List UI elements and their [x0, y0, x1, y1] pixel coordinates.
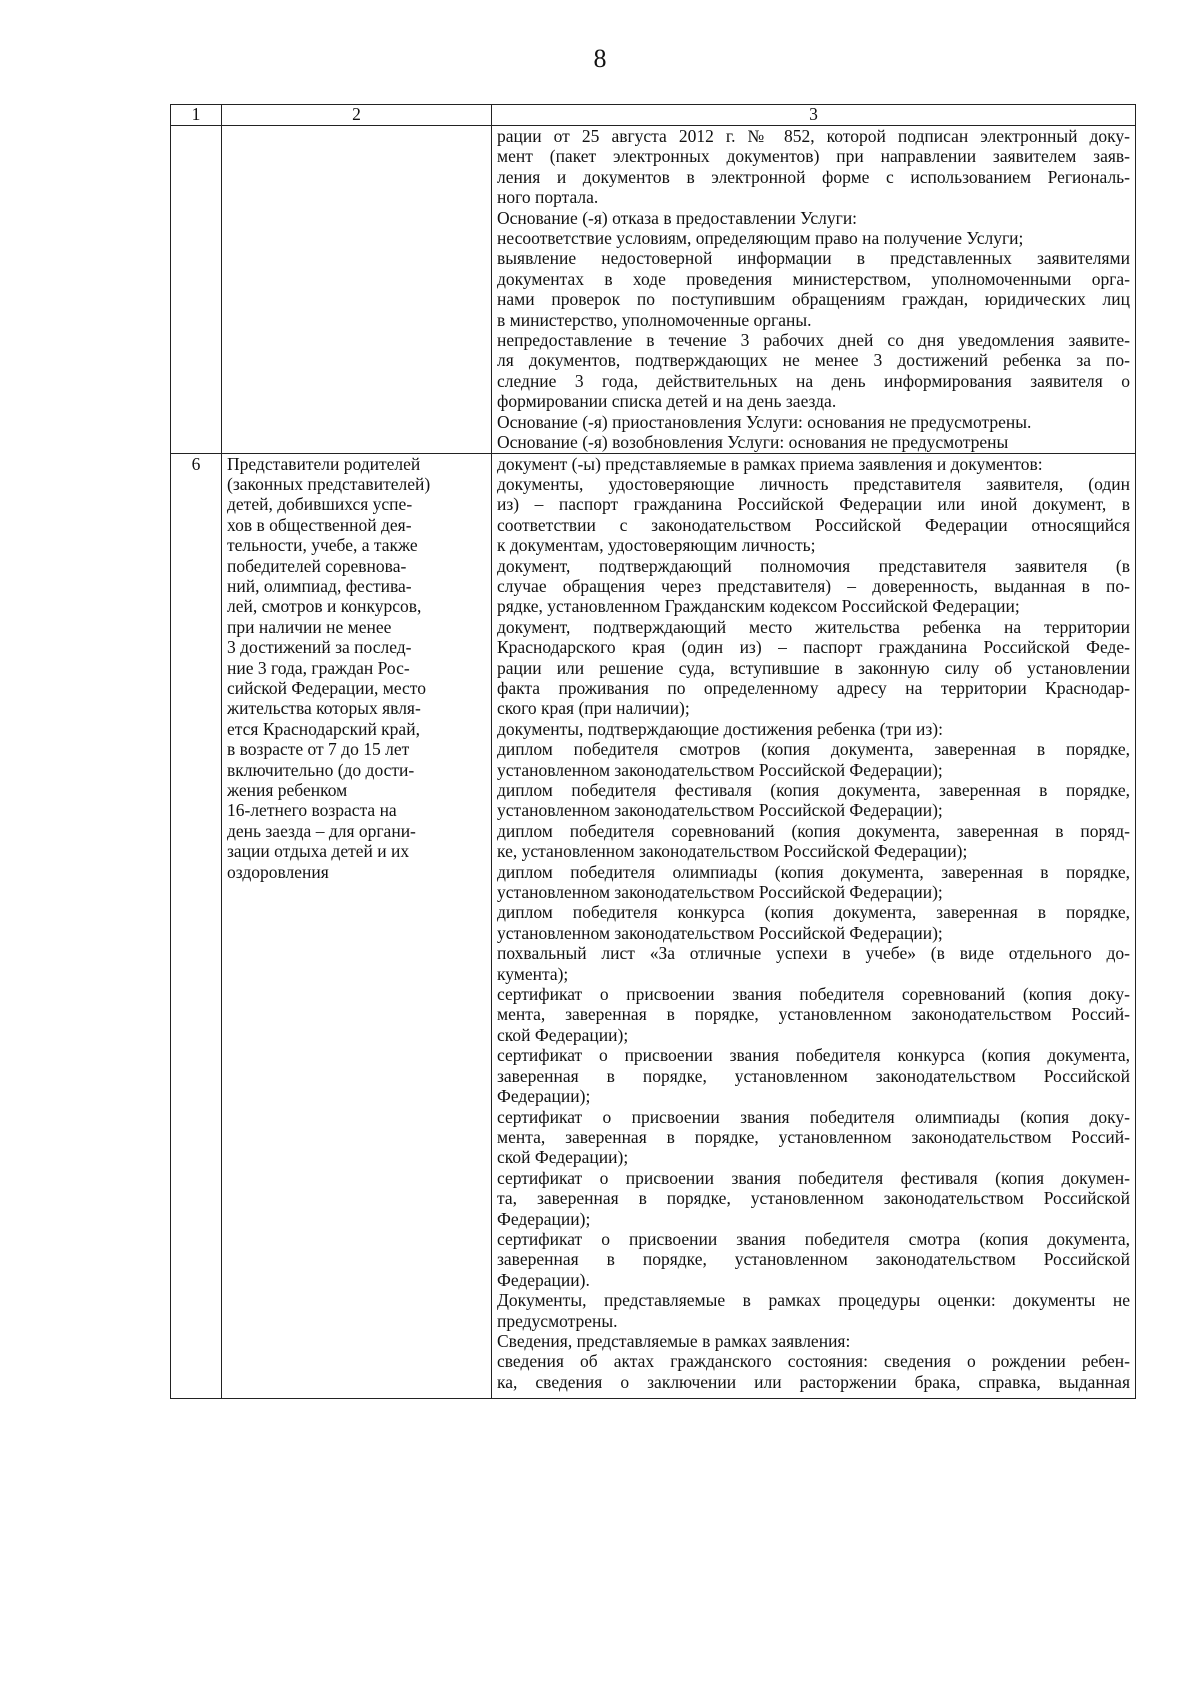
details-text-line: рядке, установленном Гражданским кодексом Российской Федерации; — [497, 596, 1020, 617]
details-text-line: Основание (-я) отказа в предоставлении Услуги: — [497, 207, 858, 228]
details-text-line: ля документов, подтверждающих не менее 3 достижений ребенка за по- — [497, 350, 1130, 371]
category-text-line: ний, олимпиад, фестива- — [227, 575, 412, 596]
details-text-line: сертификат о присвоении звания победителя соревнований (копия доку- — [497, 984, 1130, 1005]
category-text-line: ние 3 года, граждан Рос- — [227, 657, 410, 678]
details-text-line: документ, подтверждающий место жительства ребенка на территории — [497, 616, 1130, 637]
details-text-line: документы, подтверждающие достижения ребенка (три из): — [497, 718, 943, 739]
details-text-line: сведения об актах гражданского состояния: сведения о рождении ребен- — [497, 1351, 1130, 1372]
details-text-line: документы, удостоверяющие личность представителя заявителя, (один — [497, 473, 1130, 494]
category-text-line: жительства которых явля- — [227, 698, 421, 719]
details-text-line: диплом победителя фестиваля (копия документа, заверенная в порядке, — [497, 780, 1130, 800]
row-number: 6 — [171, 453, 222, 1399]
details-text-line: заверенная в порядке, установленном законодательством Российской — [497, 1065, 1130, 1086]
details-text-line: непредоставление в течение 3 рабочих дней со дня уведомления заявите- — [497, 330, 1130, 351]
details-text-line: диплом победителя смотров (копия документа, заверенная в порядке, — [497, 739, 1130, 760]
details-text-line: установленном законодательством Российской Федерации); — [497, 882, 943, 903]
details-text-line: случае обращения через представителя) – доверенность, выданная в по- — [497, 575, 1130, 596]
details-text-line: следние 3 года, действительных на день информирования заявителя о — [497, 370, 1130, 391]
details-text-line: сертификат о присвоении звания победителя олимпиады (копия доку- — [497, 1106, 1130, 1127]
details-text-line: ской Федерации); — [497, 1147, 629, 1168]
service-details-cell — [492, 126, 1136, 454]
category-text-line: жения ребенком — [227, 780, 348, 800]
details-text-line: установленном законодательством Российской Федерации); — [497, 922, 943, 943]
table-row — [171, 453, 1136, 1399]
details-text-line: установленном законодательством Российской Федерации); — [497, 800, 943, 821]
details-text-line: соответствии с законодательством Российской Федерации относящийся — [497, 514, 1130, 535]
details-text-line: мент (пакет электронных документов) при направлении заявителем заяв- — [497, 146, 1130, 167]
details-text-line: та, заверенная в порядке, установленном законодательством Российской — [497, 1188, 1130, 1209]
header-cell-1: 1 — [171, 105, 222, 126]
details-text-line: Федерации); — [497, 1086, 591, 1107]
details-text-line: ления и документов в электронной форме с использованием Региональ- — [497, 166, 1130, 187]
applicant-category-cell — [222, 126, 492, 454]
table-header-row — [171, 105, 1136, 126]
details-text-line: предусмотрены. — [497, 1310, 618, 1331]
details-text-line: Документы, представляемые в рамках процедуры оценки: документы не — [497, 1290, 1130, 1311]
details-text-line: Краснодарского края (один из) – паспорт гражданина Российской Феде- — [497, 637, 1130, 658]
details-text-line: документах в ходе проведения министерством, уполномоченными орга- — [497, 268, 1130, 289]
details-text-line: мента, заверенная в порядке, установленном законодательством Россий- — [497, 1126, 1130, 1147]
details-text-line: мента, заверенная в порядке, установленном законодательством Россий- — [497, 1004, 1130, 1025]
details-text-line: несоответствие условиям, определяющим право на получение Услуги; — [497, 228, 1024, 249]
details-text-line: ке, установленном законодательством Российской Федерации); — [497, 841, 968, 862]
details-text-line: кумента); — [497, 963, 569, 984]
details-text-line: из) – паспорт гражданина Российской Федерации или иной документ, в — [497, 494, 1130, 515]
details-text-line: диплом победителя соревнований (копия документа, заверенная в поряд- — [497, 820, 1130, 841]
details-text-line: сертификат о присвоении звания победителя фестиваля (копия докумен- — [497, 1167, 1130, 1188]
category-text-line: 3 достижений за послед- — [227, 637, 412, 658]
document-table — [170, 104, 1136, 1399]
details-text-line: диплом победителя конкурса (копия документа, заверенная в порядке, — [497, 902, 1130, 923]
header-cell-3: 3 — [492, 105, 1136, 126]
page-number: 8 — [593, 44, 607, 73]
category-text-line: при наличии не менее — [227, 616, 392, 637]
details-text-line: документ, подтверждающий полномочия представителя заявителя (в — [497, 555, 1130, 576]
category-text-line: в возрасте от 7 до 15 лет — [227, 739, 410, 760]
details-text-line: Федерации). — [497, 1269, 590, 1290]
details-text-line: рации или решение суда, вступившие в законную силу об установлении — [497, 657, 1130, 678]
details-text-line: ской Федерации); — [497, 1024, 629, 1045]
details-text-line: рации от 25 августа 2012 г. № 852, которой подписан электронный доку- — [497, 126, 1130, 146]
category-text-line: ется Краснодарский край, — [227, 718, 420, 739]
details-text-line: Сведения, представляемые в рамках заявления: — [497, 1330, 851, 1351]
details-text-line: ного портала. — [497, 187, 599, 208]
details-text-line: ка, сведения о заключении или расторжении брака, справка, выданная — [497, 1371, 1130, 1392]
details-text-line: сертификат о присвоении звания победителя смотра (копия документа, — [497, 1228, 1130, 1249]
details-text-line: к документам, удостоверяющим личность; — [497, 535, 816, 556]
category-text-line: победителей соревнова- — [227, 555, 407, 576]
details-text-line: ского края (при наличии); — [497, 698, 690, 719]
details-text-line: установленном законодательством Российской Федерации); — [497, 759, 943, 780]
applicant-category-cell — [222, 453, 492, 1399]
details-text-line: заверенная в порядке, установленном законодательством Российской — [497, 1249, 1130, 1270]
row-number — [171, 126, 222, 454]
details-text-line: Федерации); — [497, 1208, 591, 1229]
category-text-line: (законных представителей) — [227, 473, 431, 494]
category-text-line: день заезда – для органи- — [227, 820, 416, 841]
category-text-line: включительно (до дости- — [227, 759, 415, 780]
details-text-line: факта проживания по определенному адресу на территории Краснодар- — [497, 677, 1130, 698]
table-row — [171, 126, 1136, 454]
service-details-cell — [492, 453, 1136, 1399]
category-text-line: тельности, учебе, а также — [227, 535, 418, 556]
details-text-line: выявление недостоверной информации в представленных заявителями — [497, 248, 1130, 269]
category-text-line: 16-летнего возраста на — [227, 800, 397, 821]
details-text-line: сертификат о присвоении звания победителя конкурса (копия документа, — [497, 1045, 1130, 1066]
details-text-line: документ (-ы) представляемые в рамках приема заявления и документов: — [497, 453, 1043, 474]
header-cell-2: 2 — [222, 105, 492, 126]
details-text-line: Основание (-я) возобновления Услуги: основания не предусмотрены — [497, 432, 1009, 453]
category-text-line: оздоровления — [227, 861, 329, 882]
details-text-line: похвальный лист «За отличные успехи в учебе» (в виде отдельного до- — [497, 943, 1130, 964]
category-text-line: Представители родителей — [227, 453, 421, 474]
category-text-line: детей, добившихся успе- — [227, 494, 413, 515]
category-text-line: зации отдыха детей и их — [227, 841, 410, 862]
category-text-line: лей, смотров и конкурсов, — [227, 596, 422, 617]
details-text-line: формировании списка детей и на день заезда. — [497, 391, 837, 412]
details-text-line: Основание (-я) приостановления Услуги: основания не предусмотрены. — [497, 411, 1032, 432]
details-text-line: в министерство, уполномоченные органы. — [497, 309, 812, 330]
category-text-line: сийской Федерации, место — [227, 677, 426, 698]
category-text-line: хов в общественной дея- — [227, 514, 412, 535]
details-text-line: нами проверок по поступившим обращениям граждан, юридических лиц — [497, 289, 1130, 310]
details-text-line: диплом победителя олимпиады (копия документа, заверенная в порядке, — [497, 861, 1130, 882]
